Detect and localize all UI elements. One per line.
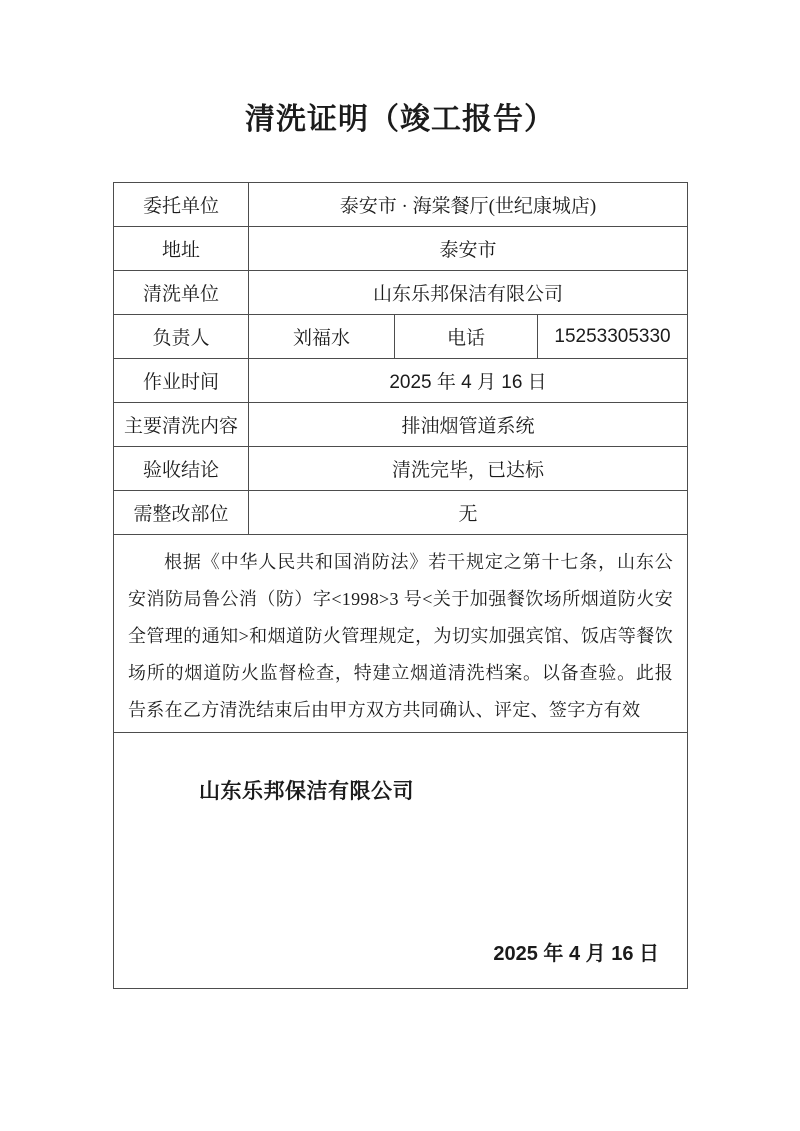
table-row-address — [114, 227, 688, 271]
conclusion-label: 验收结论 — [114, 447, 249, 491]
cleaning-company-label: 清洗单位 — [114, 271, 249, 315]
table-row-signature — [114, 733, 688, 989]
conclusion-value: 清洗完毕，已达标 — [249, 447, 688, 491]
principal-value: 刘福水 — [249, 315, 395, 359]
table-row-cleaning-content — [114, 403, 688, 447]
rectification-value: 无 — [249, 491, 688, 535]
principal-label: 负责人 — [114, 315, 249, 359]
cleaning-company-value: 山东乐邦保洁有限公司 — [249, 271, 688, 315]
cleaning-content-value: 排油烟管道系统 — [249, 403, 688, 447]
signature-date: 2025 年 4 月 16 日 — [493, 943, 660, 965]
work-date-label: 作业时间 — [114, 359, 249, 403]
table-row-work-date — [114, 359, 688, 403]
table-row-client — [114, 183, 688, 227]
address-label: 地址 — [114, 227, 249, 271]
cleaning-report-table — [113, 182, 688, 989]
table-row-conclusion — [114, 447, 688, 491]
phone-value: 15253305330 — [538, 315, 688, 359]
address-value: 泰安市 — [249, 227, 688, 271]
client-label: 委托单位 — [114, 183, 249, 227]
client-value: 泰安市 · 海棠餐厅(世纪康城店) — [249, 183, 688, 227]
page-title: 清洗证明（竣工报告） — [245, 103, 555, 136]
table-row-cleaning-company — [114, 271, 688, 315]
cleaning-content-label: 主要清洗内容 — [114, 403, 249, 447]
table-row-rectification — [114, 491, 688, 535]
signature-company: 山东乐邦保洁有限公司 — [199, 779, 414, 803]
table-row-notice — [114, 535, 688, 733]
rectification-label: 需整改部位 — [114, 491, 249, 535]
work-date-value: 2025 年 4 月 16 日 — [249, 359, 688, 403]
table-row-principal — [114, 315, 688, 359]
phone-label: 电话 — [395, 315, 538, 359]
notice-paragraph: 根据《中华人民共和国消防法》若干规定之第十七条，山东公安消防局鲁公消（防）字<1998>3 号<关于加强餐饮场所烟道防火安全管理的通知>和烟道防火管理规定，为切实加强宾馆、饭店等餐饮场所的烟道防火监督检查，特建立烟道清洗档案。以备查验。此报告系在乙方清洗结束后由甲方双方共同确认、评定、签字方有效 — [128, 551, 674, 720]
